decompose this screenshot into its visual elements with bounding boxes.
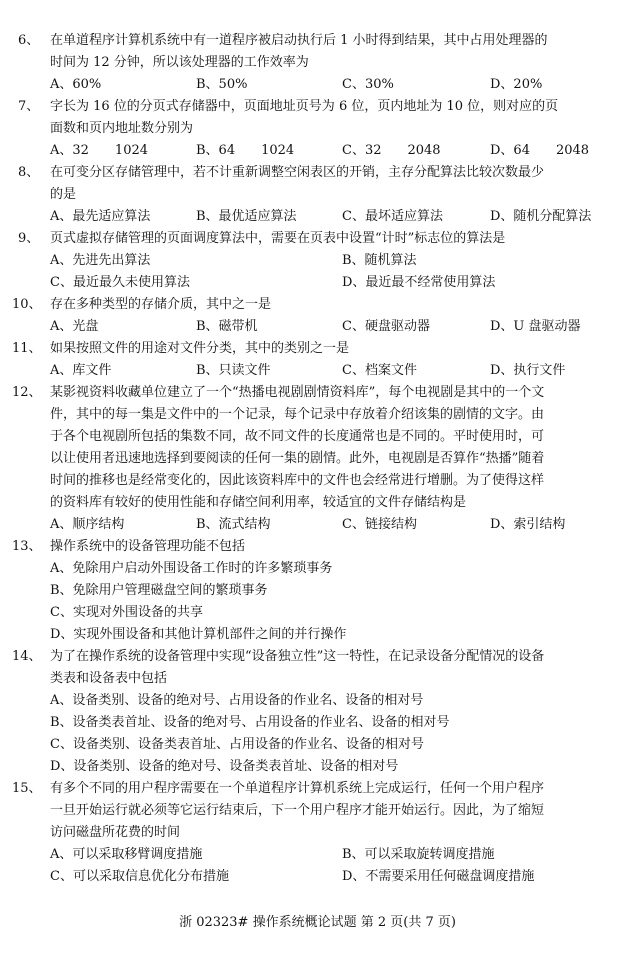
option-d: D、索引结构 — [490, 517, 566, 532]
question-number: 7、 — [18, 99, 40, 114]
question-10 — [0, 294, 635, 338]
question-stem: 一旦开始运行就必须等它运行结束后，下一个用户程序才能开始运行。因此，为了缩短 — [50, 803, 545, 818]
question-stem: 类表和设备表中包括 — [50, 671, 168, 686]
option-d: D、不需要采用任何磁盘调度措施 — [342, 869, 535, 884]
option-b: B、最优适应算法 — [196, 209, 297, 224]
question-stem: 操作系统中的设备管理功能不包括 — [50, 539, 246, 554]
option-b: B、流式结构 — [196, 517, 271, 532]
option-b: B、设备类表首址、设备的绝对号、占用设备的作业名、设备的相对号 — [50, 715, 450, 730]
question-number: 9、 — [18, 231, 40, 246]
question-11 — [0, 338, 635, 382]
question-9 — [0, 228, 635, 294]
question-stem: 页式虚拟存储管理的页面调度算法中，需要在页表中设置“计时”标志位的算法是 — [50, 231, 506, 246]
option-b: B、50% — [196, 77, 248, 92]
option-c: C、最近最久未使用算法 — [50, 275, 190, 290]
question-stem: 的是 — [50, 187, 77, 202]
option-c: C、硬盘驱动器 — [342, 319, 430, 334]
question-stem: 有多个不同的用户程序需要在一个单道程序计算机系统上完成运行，任何一个用户程序 — [50, 781, 545, 796]
question-stem: 在单道程序计算机系统中有一道程序被启动执行后 1 小时得到结果，其中占用处理器的 — [50, 33, 548, 48]
question-stem: 如果按照文件的用途对文件分类，其中的类别之一是 — [50, 341, 350, 356]
question-stem: 某影视资料收藏单位建立了一个“热播电视剧剧情资料库”，每个电视剧是其中的一个文 — [50, 385, 545, 400]
question-stem: 时间的推移也是经常变化的，因此该资料库中的文件也会经常进行增删。为了使得这样 — [50, 473, 545, 488]
option-c: C、30% — [342, 77, 394, 92]
option-d: D、随机分配算法 — [490, 209, 592, 224]
option-a: A、最先适应算法 — [50, 209, 151, 224]
option-a: A、先进先出算法 — [50, 253, 151, 268]
question-number: 12、 — [12, 385, 42, 400]
question-number: 6、 — [18, 33, 40, 48]
question-12 — [0, 382, 635, 536]
question-stem: 访问磁盘所花费的时间 — [50, 825, 181, 840]
option-c: C、最坏适应算法 — [342, 209, 443, 224]
question-stem: 存在多种类型的存储介质，其中之一是 — [50, 297, 272, 312]
page-footer: 浙 02323# 操作系统概论试题 第 2 页(共 7 页) — [179, 915, 456, 930]
option-a: A、设备类别、设备的绝对号、占用设备的作业名、设备的相对号 — [50, 693, 424, 708]
question-stem: 以让使用者迅速地选择到要阅读的任何一集的剧情。此外，电视剧是否算作“热播”随着 — [50, 451, 545, 466]
option-a: A、光盘 — [50, 319, 99, 334]
question-8 — [0, 162, 635, 228]
option-b: B、磁带机 — [196, 319, 258, 334]
option-a: A、可以采取移臂调度措施 — [50, 847, 203, 862]
option-d: D、设备类别、设备的绝对号、设备类表首址、设备的相对号 — [50, 759, 399, 774]
option-c: C、设备类别、设备类表首址、占用设备的作业名、设备的相对号 — [50, 737, 424, 752]
option-a: A、60% — [50, 77, 102, 92]
option-b: B、随机算法 — [342, 253, 417, 268]
option-d: D、执行文件 — [490, 363, 566, 378]
question-15 — [0, 778, 635, 888]
option-c: C、32 2048 — [342, 143, 441, 158]
option-a: A、库文件 — [50, 363, 112, 378]
option-c: C、链接结构 — [342, 517, 417, 532]
option-a: A、免除用户启动外围设备工作时的许多繁琐事务 — [50, 561, 333, 576]
option-d: D、U 盘驱动器 — [490, 319, 581, 334]
question-number: 10、 — [12, 297, 42, 312]
question-number: 11、 — [12, 341, 42, 356]
option-c: C、实现对外围设备的共享 — [50, 605, 203, 620]
question-number: 8、 — [18, 165, 40, 180]
option-a: A、32 1024 — [50, 143, 149, 158]
option-d: D、64 2048 — [490, 143, 590, 158]
question-stem: 为了在操作系统的设备管理中实现“设备独立性”这一特性，在记录设备分配情况的设备 — [50, 649, 545, 664]
question-6 — [0, 30, 635, 96]
question-number: 13、 — [12, 539, 42, 554]
option-c: C、档案文件 — [342, 363, 417, 378]
option-c: C、可以采取信息优化分布措施 — [50, 869, 229, 884]
question-number: 15、 — [12, 781, 42, 796]
option-a: A、顺序结构 — [50, 517, 125, 532]
question-number: 14、 — [12, 649, 42, 664]
option-b: B、免除用户管理磁盘空间的繁琐事务 — [50, 583, 268, 598]
question-stem: 于各个电视剧所包括的集数不同，故不同文件的长度通常也是不同的。平时使用时，可 — [50, 429, 545, 444]
question-stem: 字长为 16 位的分页式存储器中，页面地址页号为 6 位，页内地址为 10 位，则对应的页 — [50, 99, 559, 114]
question-14 — [0, 646, 635, 778]
option-d: D、最近最不经常使用算法 — [342, 275, 496, 290]
option-b: B、可以采取旋转调度措施 — [342, 847, 495, 862]
question-stem: 件，其中的每一集是文件中的一个记录，每个记录中存放着介绍该集的剧情的文字。由 — [50, 407, 545, 422]
option-b: B、只读文件 — [196, 363, 271, 378]
question-stem: 面数和页内地址数分别为 — [50, 121, 194, 136]
question-13 — [0, 536, 635, 646]
question-stem: 时间为 12 分钟，所以该处理器的工作效率为 — [50, 55, 309, 70]
option-d: D、20% — [490, 77, 543, 92]
question-stem: 在可变分区存储管理中，若不计重新调整空闲表区的开销，主存分配算法比较次数最少 — [50, 165, 545, 180]
question-stem: 的资料库有较好的使用性能和存储空间利用率，较适宜的文件存储结构是 — [50, 495, 467, 510]
option-d: D、实现外围设备和其他计算机部件之间的并行操作 — [50, 627, 347, 642]
question-7 — [0, 96, 635, 162]
option-b: B、64 1024 — [196, 143, 295, 158]
